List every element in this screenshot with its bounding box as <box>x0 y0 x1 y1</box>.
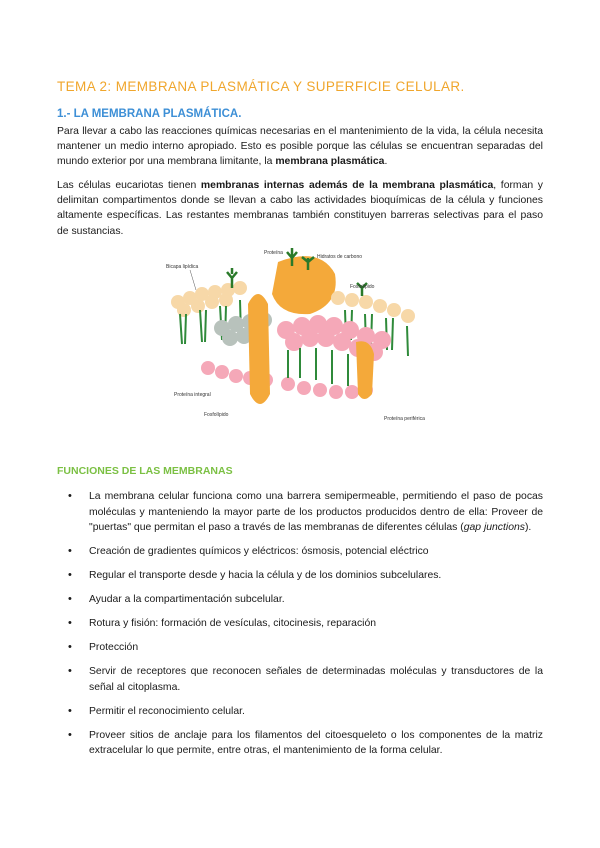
list-item <box>57 544 543 560</box>
functions-list <box>57 489 543 767</box>
item-text-end: ). <box>524 522 532 533</box>
p1-text-a: Para llevar a cabo las reacciones químicas necesarias en el mantenimiento de la vida, la célula necesita mantener un medio interno apropiado. Esto es posible porque las células se encuentran separadas del mundo exterior por una membrana limitante, la <box>57 126 543 168</box>
list-item <box>57 568 543 584</box>
item-text: Servir de receptores que reconocen señales de determinadas moléculas y transductores de la señal al citoplasma. <box>89 666 543 693</box>
label-bicapa: Bicapa lipídica <box>166 264 199 270</box>
p1-bold: membrana plasmática <box>275 156 385 168</box>
label-fosfolipido-bottom: Fosfolípido <box>204 412 229 418</box>
list-item <box>57 489 543 536</box>
list-item <box>57 664 543 695</box>
membrane-diagram <box>160 244 430 426</box>
list-item <box>57 592 543 608</box>
p1-text-b: . <box>384 156 388 168</box>
item-text: Protección <box>89 642 139 653</box>
item-text: Ayudar a la compartimentación subcelular. <box>89 594 285 605</box>
item-text: Regular el transporte desde y hacia la célula y de los dominios subcelulares. <box>89 570 442 581</box>
p2-text-a: Las células eucariotas tienen <box>57 180 201 191</box>
item-text: Creación de gradientes químicos y eléctricos: ósmosis, potencial eléctrico <box>89 546 429 557</box>
p2-text-b: , forman y delimitan compartimentos donde se llevan a cabo las actividades bioquímicas de la célula y funciones altamente específicas. Las restantes membranas también constituyen barreras selectivas para el paso de sustancias. <box>57 180 543 237</box>
intro-paragraph-2 <box>57 178 543 239</box>
label-proteina: Proteína <box>264 250 283 256</box>
label-proteina-periferica: Proteína periférica <box>384 416 425 422</box>
item-text: Permitir el reconocimiento celular. <box>89 705 245 717</box>
list-item <box>57 616 543 632</box>
peripheral-protein <box>356 341 374 399</box>
item-text: Proveer sitios de anclaje para los filamentos del citoesqueleto o los componentes de la matriz extracelular lo que permite, entre otras, el mantenimiento de la forma celular. <box>89 729 543 756</box>
functions-heading: FUNCIONES DE LAS MEMBRANAS <box>57 465 233 477</box>
list-item <box>57 728 543 759</box>
p2-bold: membranas internas además de la membrana plasmática <box>200 180 494 191</box>
label-fosfolipido-top: Fosfolípido <box>350 284 375 290</box>
list-item <box>57 640 543 656</box>
item-text: Rotura y fisión: formación de vesículas, citocinesis, reparación <box>89 618 377 629</box>
label-hidratos: Hidratos de carbono <box>317 254 363 260</box>
label-proteina-integral: Proteína integral <box>174 392 211 398</box>
item-italic: gap junctions <box>463 522 525 533</box>
item-text: La membrana celular funciona como una barrera semipermeable, permitiendo el paso de pocas moléculas y manteniendo la mayor parte de los productos producidos dentro de ella: Proveer de "puertas" que permitan el paso a través de las membranas de diferentes células ( <box>89 491 543 533</box>
section-subtitle: 1.- LA MEMBRANA PLASMÁTICA. <box>57 107 242 120</box>
integral-protein <box>248 294 270 404</box>
back-protein <box>272 256 336 314</box>
list-item <box>57 704 543 720</box>
page-title: TEMA 2: MEMBRANA PLASMÁTICA Y SUPERFICIE CELULAR. <box>57 79 465 95</box>
intro-paragraph-1 <box>57 124 543 170</box>
